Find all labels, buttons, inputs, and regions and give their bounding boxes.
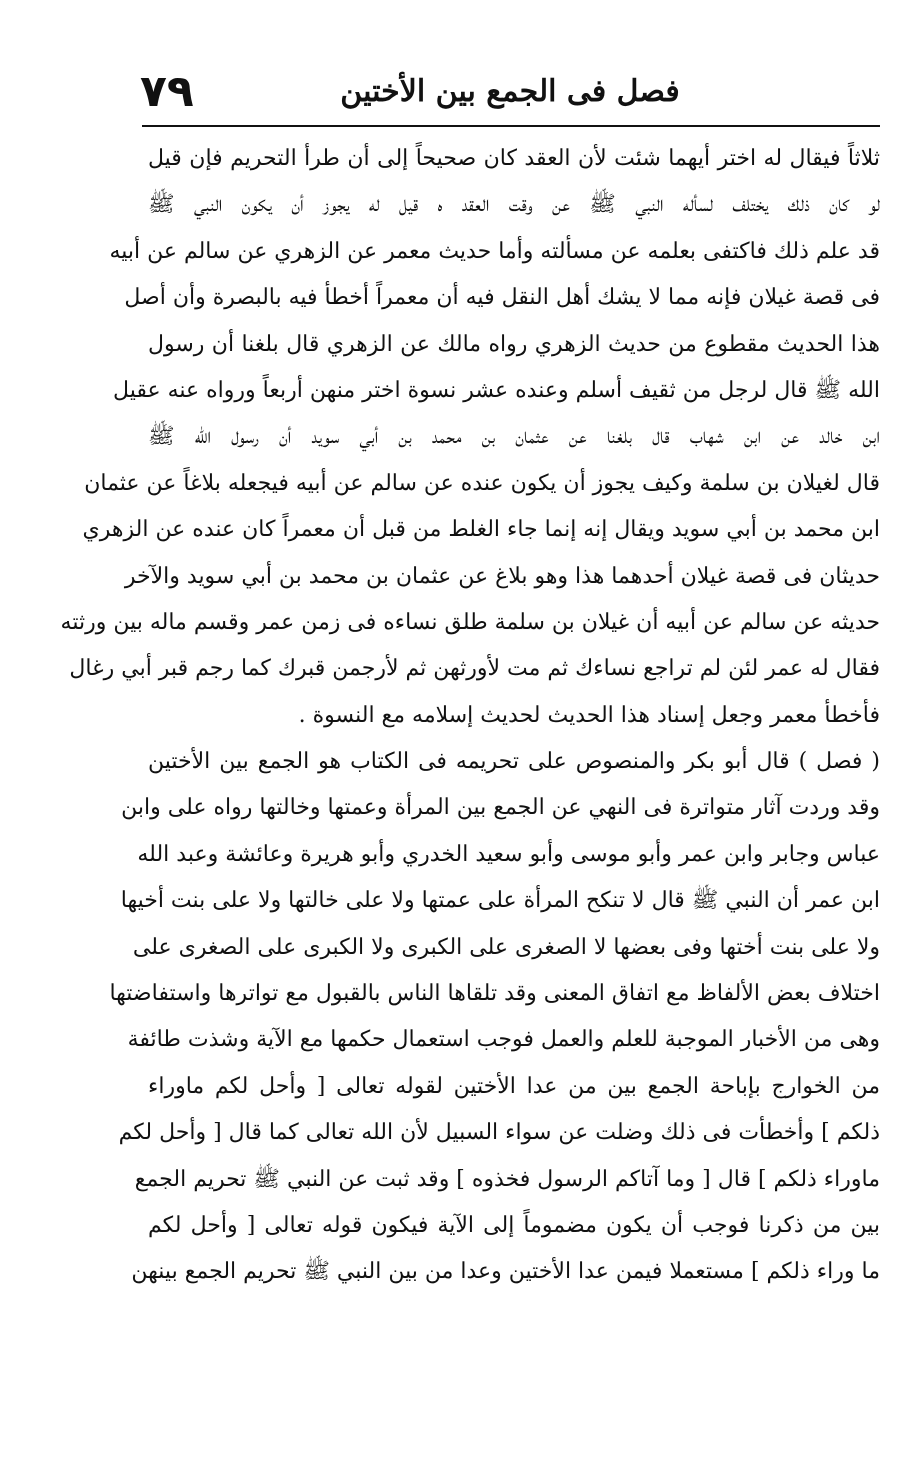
page-header bbox=[140, 62, 880, 122]
text-line: ذلكم ] وأخطأت فى ذلك وضلت عن سواء السبيل لأن الله تعالى كما قال [ وأحل لكم bbox=[118, 1120, 880, 1146]
text-line: لو كان ذلك يختلف لسأله النبي ﷺ عن وقت العقد ه قيل له يجوز أن يكون النبي ﷺ bbox=[148, 192, 880, 218]
running-title: فصل فى الجمع بين الأختين bbox=[340, 74, 680, 109]
text-line: قد علم ذلك فاكتفى بعلمه عن مسألته وأما حديث معمر عن الزهري عن سالم عن أبيه bbox=[109, 238, 880, 264]
text-line: ماوراء ذلكم ] قال [ وما آتاكم الرسول فخذوه ] وقد ثبت عن النبي ﷺ تحريم الجمع bbox=[134, 1166, 880, 1192]
text-line: من الخوارج بإباحة الجمع بين من عدا الأختين لقوله تعالى [ وأحل لكم ماوراء bbox=[148, 1073, 880, 1099]
text-line: ما وراء ذلكم ] مستعملا فيمن عدا الأختين وعدا من بين النبي ﷺ تحريم الجمع بينهن bbox=[131, 1259, 880, 1285]
text-line: فى قصة غيلان فإنه مما لا يشك أهل النقل فيه أن معمراً أخطأ فيه بالبصرة وأن أصل bbox=[124, 285, 880, 311]
text-line: ابن خالد عن ابن شهاب قال بلغنا عن عثمان بن محمد بن أبي سويد أن رسول الله ﷺ bbox=[148, 424, 880, 450]
text-line: حديثه عن سالم عن أبيه أن غيلان بن سلمة طلق نساءه فى زمن عمر وقسم ماله بين ورثته bbox=[60, 609, 880, 635]
text-line: حديثان فى قصة غيلان أحدهما هذا وهو بلاغ عن عثمان بن محمد بن أبي سويد والآخر bbox=[124, 563, 880, 589]
text-line: ( فصل ) قال أبو بكر والمنصوص على تحريمه فى الكتاب هو الجمع بين الأختين bbox=[148, 749, 880, 775]
text-line: وهى من الأخبار الموجبة للعلم والعمل فوجب استعمال حكمها مع الآية وشذت طائفة bbox=[127, 1027, 880, 1053]
text-line: فقال له عمر لئن لم تراجع نساءك ثم مت لأورثهن ثم لأرجمن قبرك كما رجم قبر أبي رغال bbox=[69, 656, 880, 682]
text-line: اختلاف بعض الألفاظ مع اتفاق المعنى وقد تلقاها الناس بالقبول مع تواترها واستفاضتها bbox=[109, 981, 880, 1007]
text-line: عباس وجابر وابن عمر وأبو موسى وأبو سعيد الخدري وأبو هريرة وعائشة وعبد الله bbox=[137, 841, 880, 867]
body-text bbox=[60, 136, 880, 1296]
text-line: ابن عمر أن النبي ﷺ قال لا تنكح المرأة على عمتها ولا على خالتها ولا على بنت أخيها bbox=[120, 888, 880, 914]
text-line: قال لغيلان بن سلمة وكيف يجوز أن يكون عنده عن سالم عن أبيه فيجعله بلاغاً عن عثمان bbox=[84, 470, 880, 496]
text-line: هذا الحديث مقطوع من حديث الزهري رواه مالك عن الزهري قال بلغنا أن رسول bbox=[148, 331, 880, 357]
text-line: فأخطأ معمر وجعل إسناد هذا الحديث لحديث إسلامه مع النسوة . bbox=[298, 702, 880, 728]
page-number: ٧٩ bbox=[140, 66, 194, 117]
text-line: ابن محمد بن أبي سويد ويقال إنه إنما جاء الغلط من قبل أن معمراً كان عنده عن الزهري bbox=[82, 517, 880, 543]
text-line: وقد وردت آثار متواترة فى النهي عن الجمع بين المرأة وعمتها وخالتها رواه على وابن bbox=[121, 795, 880, 821]
text-line: ثلاثاً فيقال له اختر أيهما شئت لأن العقد كان صحيحاً إلى أن طرأ التحريم فإن قيل bbox=[148, 146, 880, 171]
text-line: الله ﷺ قال لرجل من ثقيف أسلم وعنده عشر نسوة اختر منهن أربعاً ورواه عنه عقيل bbox=[113, 377, 880, 403]
text-line: ولا على بنت أختها وفى بعضها لا الصغرى على الكبرى ولا الكبرى على الصغرى على bbox=[132, 934, 880, 960]
text-line: بين من ذكرنا فوجب أن يكون مضموماً إلى الآية فيكون قوله تعالى [ وأحل لكم bbox=[148, 1212, 880, 1238]
header-divider bbox=[142, 125, 880, 127]
